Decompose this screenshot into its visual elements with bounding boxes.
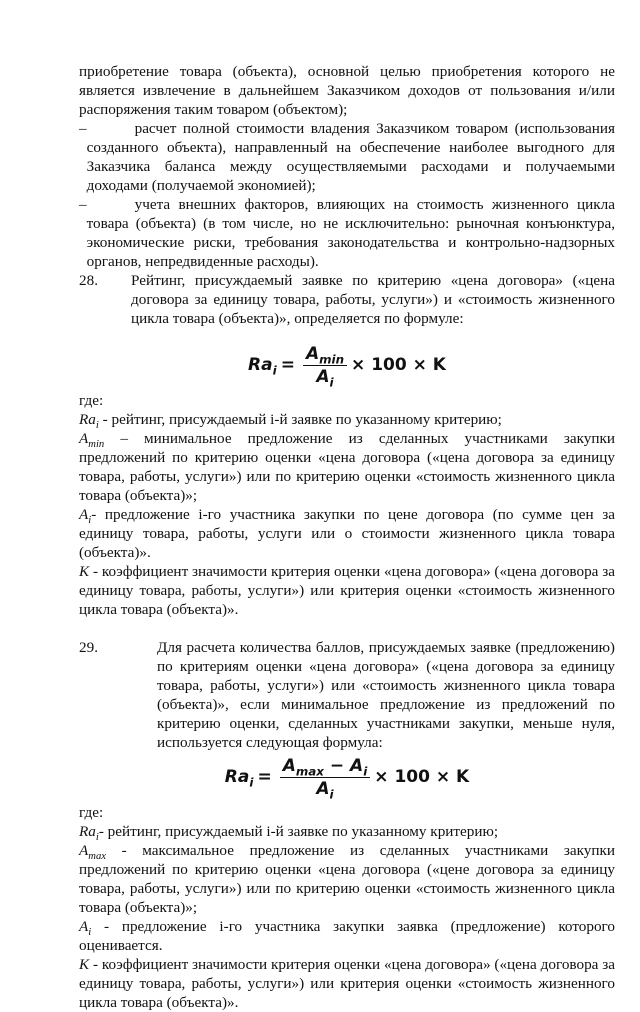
clause-text: Рейтинг, присуждаемый заявке по критерию «цена договора» («цена договора за единицу товара, работы, услуги») и «стоимость жизненного цикла товара (объекта)», определяется по формуле: xyxy=(131,272,615,327)
document-page xyxy=(79,62,615,1012)
definition-ra: $Ra_i-$ рейтинг, присуждаемый i-й заявке по указанному критерию; xyxy=(79,823,499,844)
where-label: где: xyxy=(79,804,104,821)
formula-1 xyxy=(79,344,615,390)
clause-text: Для расчета количества баллов, присуждаемых заявке (предложению) по критериям оценки «цена договора» («цена договора за единицу товара, работы, услуги») или «стоимость жизненного цикла товара (объекта)», если минимальное предложение из предложений по критерию оценки, сделанных участниками закупки, меньше нуля, используется следующая формула: xyxy=(157,639,615,751)
definition-ai: $A_i$ - предложение i-го участника закупки заявка (предложение) которого оценивается. xyxy=(79,918,615,954)
formula-numerator: $A_{min}$ xyxy=(303,344,347,366)
dash-mark: – xyxy=(79,120,87,137)
formula-rhs: × 100 × K xyxy=(374,767,470,787)
definition-amin: $A_{min}$ – минимальное предложение из сделанных участниками закупки предложений по критерию оценки «цена договора («цена договора за единицу товара, работы, услуги») или по критерию оценки «стоимость жизненного цикла товара (объекта)»; xyxy=(79,430,615,504)
formula-fraction xyxy=(280,756,371,802)
formula-rhs: × 100 × K xyxy=(351,355,446,375)
where-label: где: xyxy=(79,392,104,409)
dash-item-text: расчет полной стоимости владения Заказчиком товаром (использования созданного объекта), направленный на обеспечение наиболее выгодного для Заказчика баланса между осуществляемыми расходами и получаемыми доходами (получаемой экономией); xyxy=(86,120,615,194)
dash-item-1 xyxy=(79,119,615,195)
clause-28 xyxy=(79,271,615,328)
formula-lhs: $Ra_i$ xyxy=(224,767,254,790)
formula-2 xyxy=(79,756,615,802)
definition-k: K - коэффициент значимости критерия оценки «цена договора» («цена договора за единицу товара, работы, услуги») или критерия оценки «стоимость жизненного цикла товара (объекта)». xyxy=(79,956,615,1011)
dash-mark: – xyxy=(79,196,87,213)
formula-numerator: $A_{max} - A_i$ xyxy=(280,756,371,778)
definition-amax: $A_{max}$ - максимальное предложение из сделанных участниками закупки предложений по критерию оценки «цена договора («цене договора за единицу товара, работы, услуги») или по критерию оценки «стоимость жизненного цикла товара (объекта)»; xyxy=(79,842,615,916)
clause-number: 29. xyxy=(79,639,98,656)
definition-ra: $Ra_i$ - рейтинг, присуждаемый i-й заявке по указанному критерию; xyxy=(79,411,502,432)
formula-denominator: $A_i$ xyxy=(316,779,334,802)
clause-number: 28. xyxy=(79,272,98,289)
formula-equals: = xyxy=(257,767,272,787)
formula-equals: = xyxy=(280,355,295,375)
formula-denominator: $A_i$ xyxy=(316,367,334,390)
dash-item-2 xyxy=(79,195,615,271)
intro-paragraph: приобретение товара (объекта), основной целью приобретения которого не является извлечение в дальнейшем Заказчиком доходов от пользования и/или распоряжения таким товаром (объектом); xyxy=(79,63,615,118)
formula-fraction xyxy=(303,344,347,390)
dash-item-text: учета внешних факторов, влияющих на стоимость жизненного цикла товара (объекта) (в том числе, но не исключительно: рыночная конъюнктура, экономические риски, требования законодательства и контрольно-надзорных органов, непредвиденные расходы). xyxy=(86,196,615,270)
definition-ai: $A_i-$ предложение i-го участника закупки по цене договора (по сумме цен за единицу товара, работы, услуги или о стоимости жизненного цикла товара (объекта)». xyxy=(79,506,615,561)
definition-k: K - коэффициент значимости критерия оценки «цена договора» («цена договора за единицу товара, работы, услуги») или критерия оценки «стоимость жизненного цикла товара (объекта)». xyxy=(79,563,615,618)
spacer xyxy=(79,619,615,638)
clause-29 xyxy=(79,638,615,752)
formula-lhs: $Ra_i$ xyxy=(248,355,277,378)
